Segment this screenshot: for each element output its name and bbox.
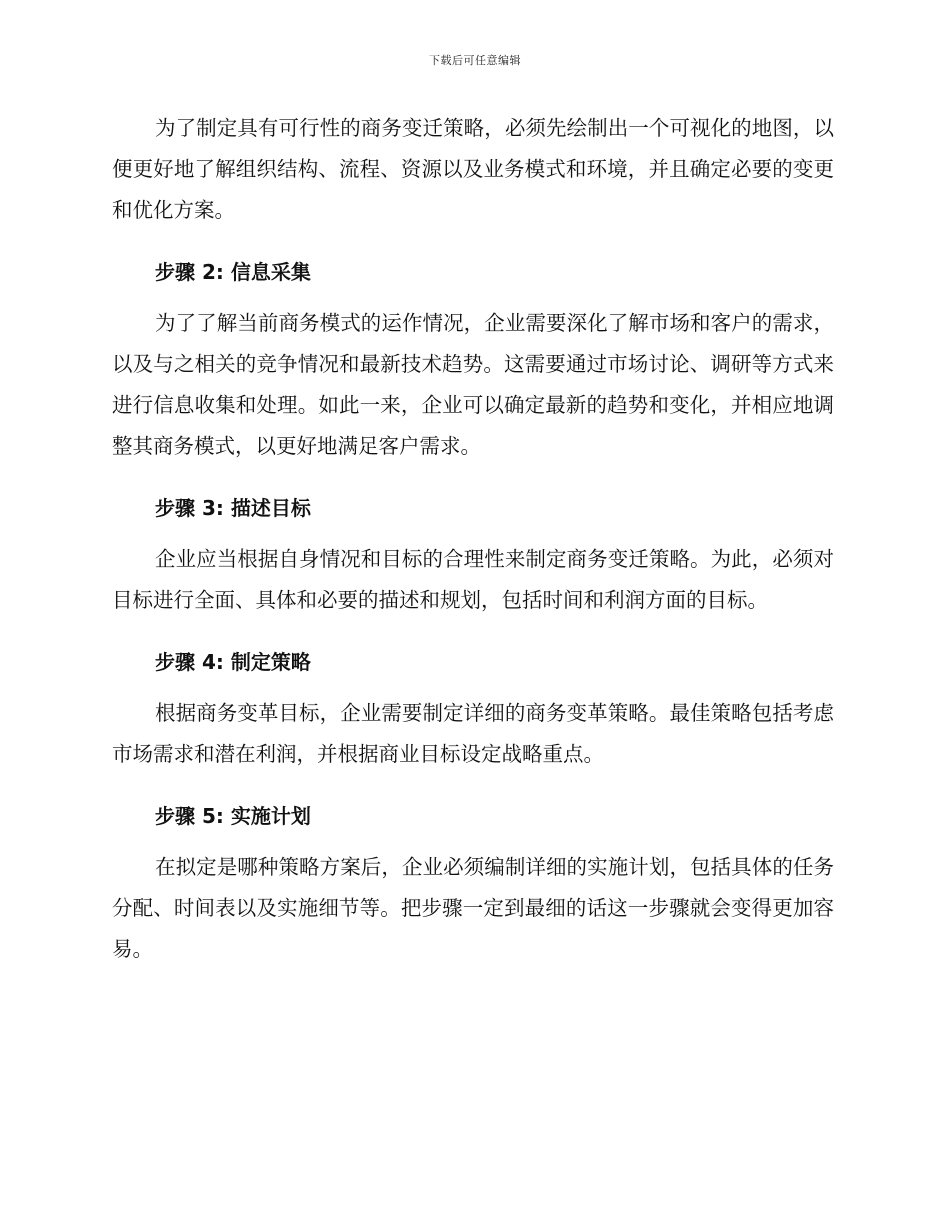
page-header: 下载后可任意编辑 [429,54,521,67]
step-4-paragraph: 根据商务变革目标，企业需要制定详细的商务变革策略。最佳策略包括考虑市场需求和潜在利润，并根据商业目标设定战略重点。 [112,701,834,766]
step-2-heading: 步骤 2: 信息采集 [155,260,311,284]
step-2-paragraph: 为了了解当前商务模式的运作情况，企业需要深化了解市场和客户的需求，以及与之相关的竞争情况和最新技术趋势。这需要通过市场讨论、调研等方式来进行信息收集和处理。如此一来，企业可以确定最新的趋势和变化，并相应地调整其商务模式，以更好地满足客户需求。 [112,311,834,458]
step-5-heading: 步骤 5: 实施计划 [155,804,311,828]
document-body [112,108,834,994]
step-3-heading: 步骤 3: 描述目标 [155,496,311,520]
step-4-heading: 步骤 4: 制定策略 [155,650,311,674]
intro-paragraph: 为了制定具有可行性的商务变迁策略，必须先绘制出一个可视化的地图，以便更好地了解组织结构、流程、资源以及业务模式和环境，并且确定必要的变更和优化方案。 [112,116,834,222]
step-3-paragraph: 企业应当根据自身情况和目标的合理性来制定商务变迁策略。为此，必须对目标进行全面、具体和必要的描述和规划，包括时间和利润方面的目标。 [112,547,834,612]
step-5-paragraph: 在拟定是哪种策略方案后，企业必须编制详细的实施计划，包括具体的任务分配、时间表以及实施细节等。把步骤一定到最细的话这一步骤就会变得更加容易。 [112,855,834,961]
